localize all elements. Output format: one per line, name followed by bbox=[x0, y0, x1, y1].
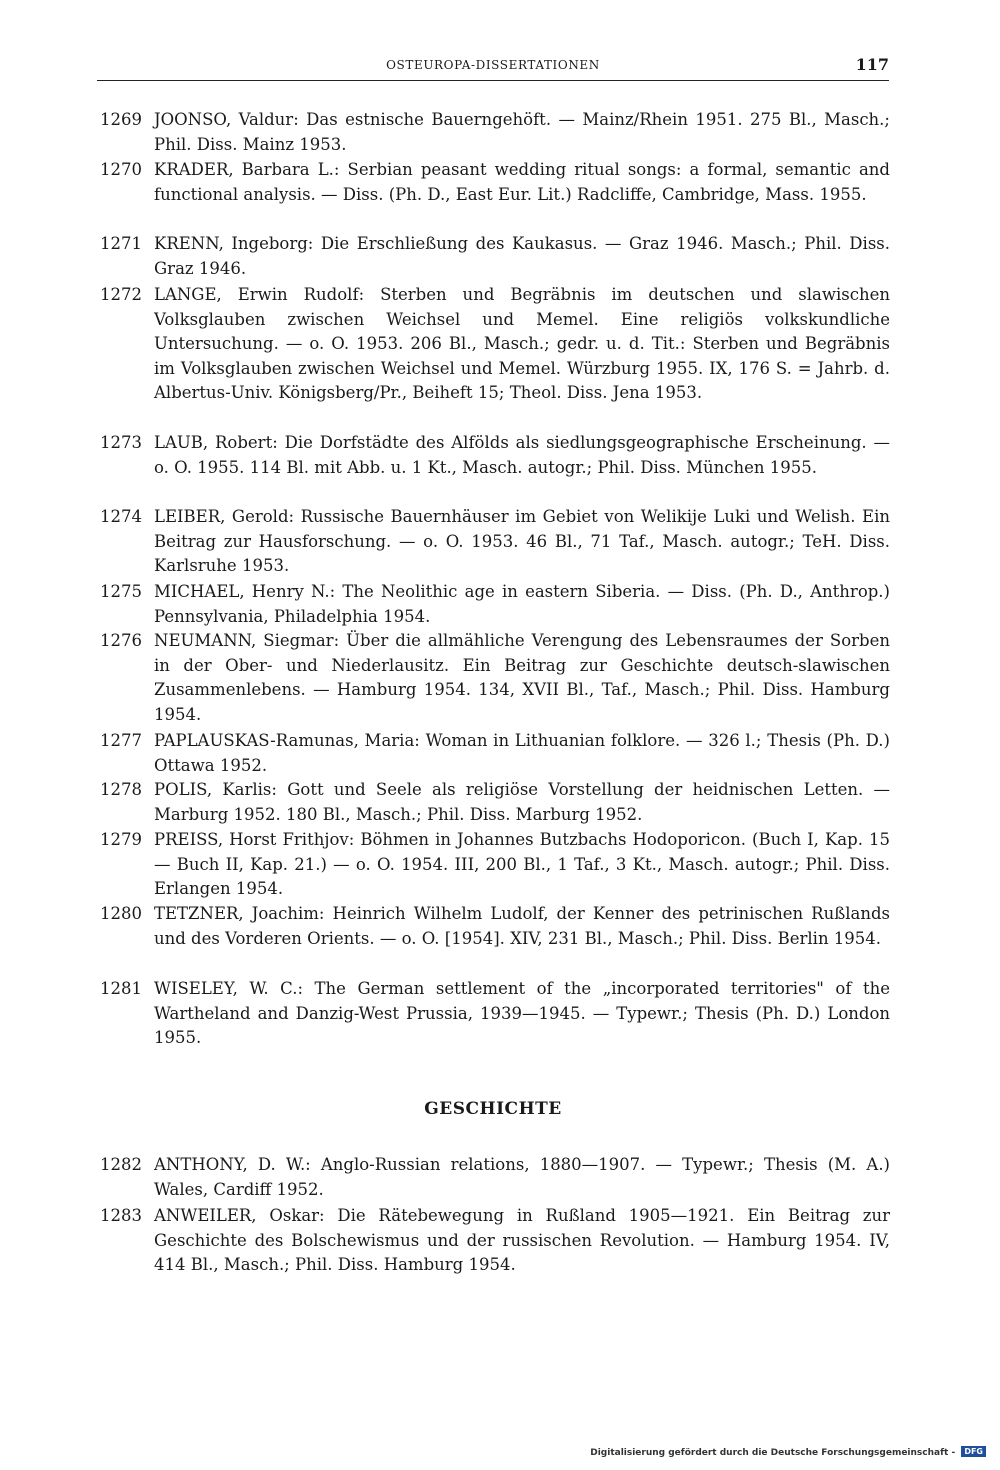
entry-text: LAUB, Robert: Die Dorfstädte des Alfölds als siedlungsgeographische Erscheinung. — o. O. 1955. 114 Bl. mit Abb. u. 1 Kt., Masch. autogr.; Phil. Diss. München 1955. bbox=[154, 433, 890, 477]
bibliography-entry bbox=[100, 629, 890, 727]
bibliography-entry bbox=[100, 431, 890, 480]
entry-number: 1280 bbox=[100, 904, 142, 923]
entry-number: 1277 bbox=[100, 731, 142, 750]
entry-text: POLIS, Karlis: Gott und Seele als religiöse Vorstellung der heidnischen Letten. — Marburg 1952. 180 Bl., Masch.; Phil. Diss. Marburg 1952. bbox=[154, 780, 890, 824]
bibliography-entry bbox=[100, 828, 890, 902]
bibliography-entry bbox=[100, 232, 890, 281]
entry-text: JOONSO, Valdur: Das estnische Bauerngehöft. — Mainz/Rhein 1951. 275 Bl., Masch.; Phil. Diss. Mainz 1953. bbox=[154, 110, 890, 154]
bibliography-entry bbox=[100, 1204, 890, 1278]
entry-number: 1271 bbox=[100, 234, 142, 253]
entry-number: 1275 bbox=[100, 582, 142, 601]
bibliography-entry bbox=[100, 729, 890, 778]
bibliography-entry bbox=[100, 778, 890, 827]
entry-text: LANGE, Erwin Rudolf: Sterben und Begräbnis im deutschen und slawischen Volksglauben zwischen Weichsel und Memel. Eine religiös volkskundliche Untersuchung. — o. O. 1953. 206 Bl., Masch.; gedr. u. d. Tit.: Sterben und Begräbnis im Volksglauben zwischen Weichsel und Memel. Würzburg 1955. IX, 176 S. = Jahrb. d. Albertus-Univ. Königsberg/Pr., Beiheft 15; Theol. Diss. Jena 1953. bbox=[154, 285, 890, 403]
bibliography-entry bbox=[100, 283, 890, 406]
entry-number: 1281 bbox=[100, 979, 142, 998]
page-number: 117 bbox=[855, 55, 889, 74]
entry-number: 1269 bbox=[100, 110, 142, 129]
entry-text: NEUMANN, Siegmar: Über die allmähliche Verengung des Lebensraumes der Sorben in der Ober- und Niederlausitz. Ein Beitrag zur Geschichte deutsch-slawischen Zusammenlebens. — Hamburg 1954. 134, XVII Bl., Taf., Masch.; Phil. Diss. Hamburg 1954. bbox=[154, 631, 890, 724]
bibliography-entry bbox=[100, 108, 890, 157]
entry-text: ANTHONY, D. W.: Anglo-Russian relations, 1880—1907. — Typewr.; Thesis (M. A.) Wales, Cardiff 1952. bbox=[154, 1155, 890, 1199]
bibliography-entry bbox=[100, 158, 890, 207]
bibliography-entry bbox=[100, 580, 890, 629]
entry-number: 1278 bbox=[100, 780, 142, 799]
entry-text: TETZNER, Joachim: Heinrich Wilhelm Ludolf, der Kenner des petrinischen Rußlands und des Vorderen Orients. — o. O. [1954]. XIV, 231 Bl., Masch.; Phil. Diss. Berlin 1954. bbox=[154, 904, 890, 948]
running-head: OSTEUROPA-DISSERTATIONEN bbox=[386, 58, 600, 72]
entry-number: 1272 bbox=[100, 285, 142, 304]
entry-text: MICHAEL, Henry N.: The Neolithic age in eastern Siberia. — Diss. (Ph. D., Anthrop.) Pennsylvania, Philadelphia 1954. bbox=[154, 582, 890, 626]
bibliography-entry bbox=[100, 505, 890, 579]
entry-text: WISELEY, W. C.: The German settlement of the „incorporated territories" of the Wartheland and Danzig-West Prussia, 1939—1945. — Typewr.; Thesis (Ph. D.) London 1955. bbox=[154, 979, 890, 1048]
bibliography-entry bbox=[100, 1153, 890, 1202]
entry-number: 1270 bbox=[100, 160, 142, 179]
entry-text: PAPLAUSKAS-Ramunas, Maria: Woman in Lithuanian folklore. — 326 l.; Thesis (Ph. D.) Ottawa 1952. bbox=[154, 731, 890, 775]
entry-text: KRADER, Barbara L.: Serbian peasant wedding ritual songs: a formal, semantic and functional analysis. — Diss. (Ph. D., East Eur. Lit.) Radcliffe, Cambridge, Mass. 1955. bbox=[154, 160, 890, 204]
entry-number: 1283 bbox=[100, 1206, 142, 1225]
entry-number: 1279 bbox=[100, 830, 142, 849]
entry-text: KRENN, Ingeborg: Die Erschließung des Kaukasus. — Graz 1946. Masch.; Phil. Diss. Graz 1946. bbox=[154, 234, 890, 278]
entry-text: LEIBER, Gerold: Russische Bauernhäuser im Gebiet von Welikije Luki und Welish. Ein Beitrag zur Hausforschung. — o. O. 1953. 46 Bl., 71 Taf., Masch. autogr.; TeH. Diss. Karlsruhe 1953. bbox=[154, 507, 890, 576]
entry-number: 1282 bbox=[100, 1155, 142, 1174]
entry-number: 1273 bbox=[100, 433, 142, 452]
bibliography-entry bbox=[100, 977, 890, 1051]
section-heading: GESCHICHTE bbox=[424, 1099, 562, 1119]
page-header bbox=[97, 56, 889, 81]
bibliography-entry bbox=[100, 902, 890, 951]
entry-text: PREISS, Horst Frithjov: Böhmen in Johannes Butzbachs Hodoporicon. (Buch I, Kap. 15 — Buch II, Kap. 21.) — o. O. 1954. III, 200 Bl., 1 Taf., 3 Kt., Masch. autogr.; Phil. Diss. Erlangen 1954. bbox=[154, 830, 890, 899]
entry-text: ANWEILER, Oskar: Die Rätebewegung in Rußland 1905—1921. Ein Beitrag zur Geschichte des Bolschewismus und der russischen Revolution. — Hamburg 1954. IV, 414 Bl., Masch.; Phil. Diss. Hamburg 1954. bbox=[154, 1206, 890, 1275]
entry-number: 1276 bbox=[100, 631, 142, 650]
digitization-footer bbox=[590, 1446, 986, 1458]
footer-text: Digitalisierung gefördert durch die Deutsche Forschungsgemeinschaft - bbox=[590, 1448, 956, 1458]
entry-number: 1274 bbox=[100, 507, 142, 526]
dfg-logo: DFG bbox=[961, 1446, 986, 1457]
